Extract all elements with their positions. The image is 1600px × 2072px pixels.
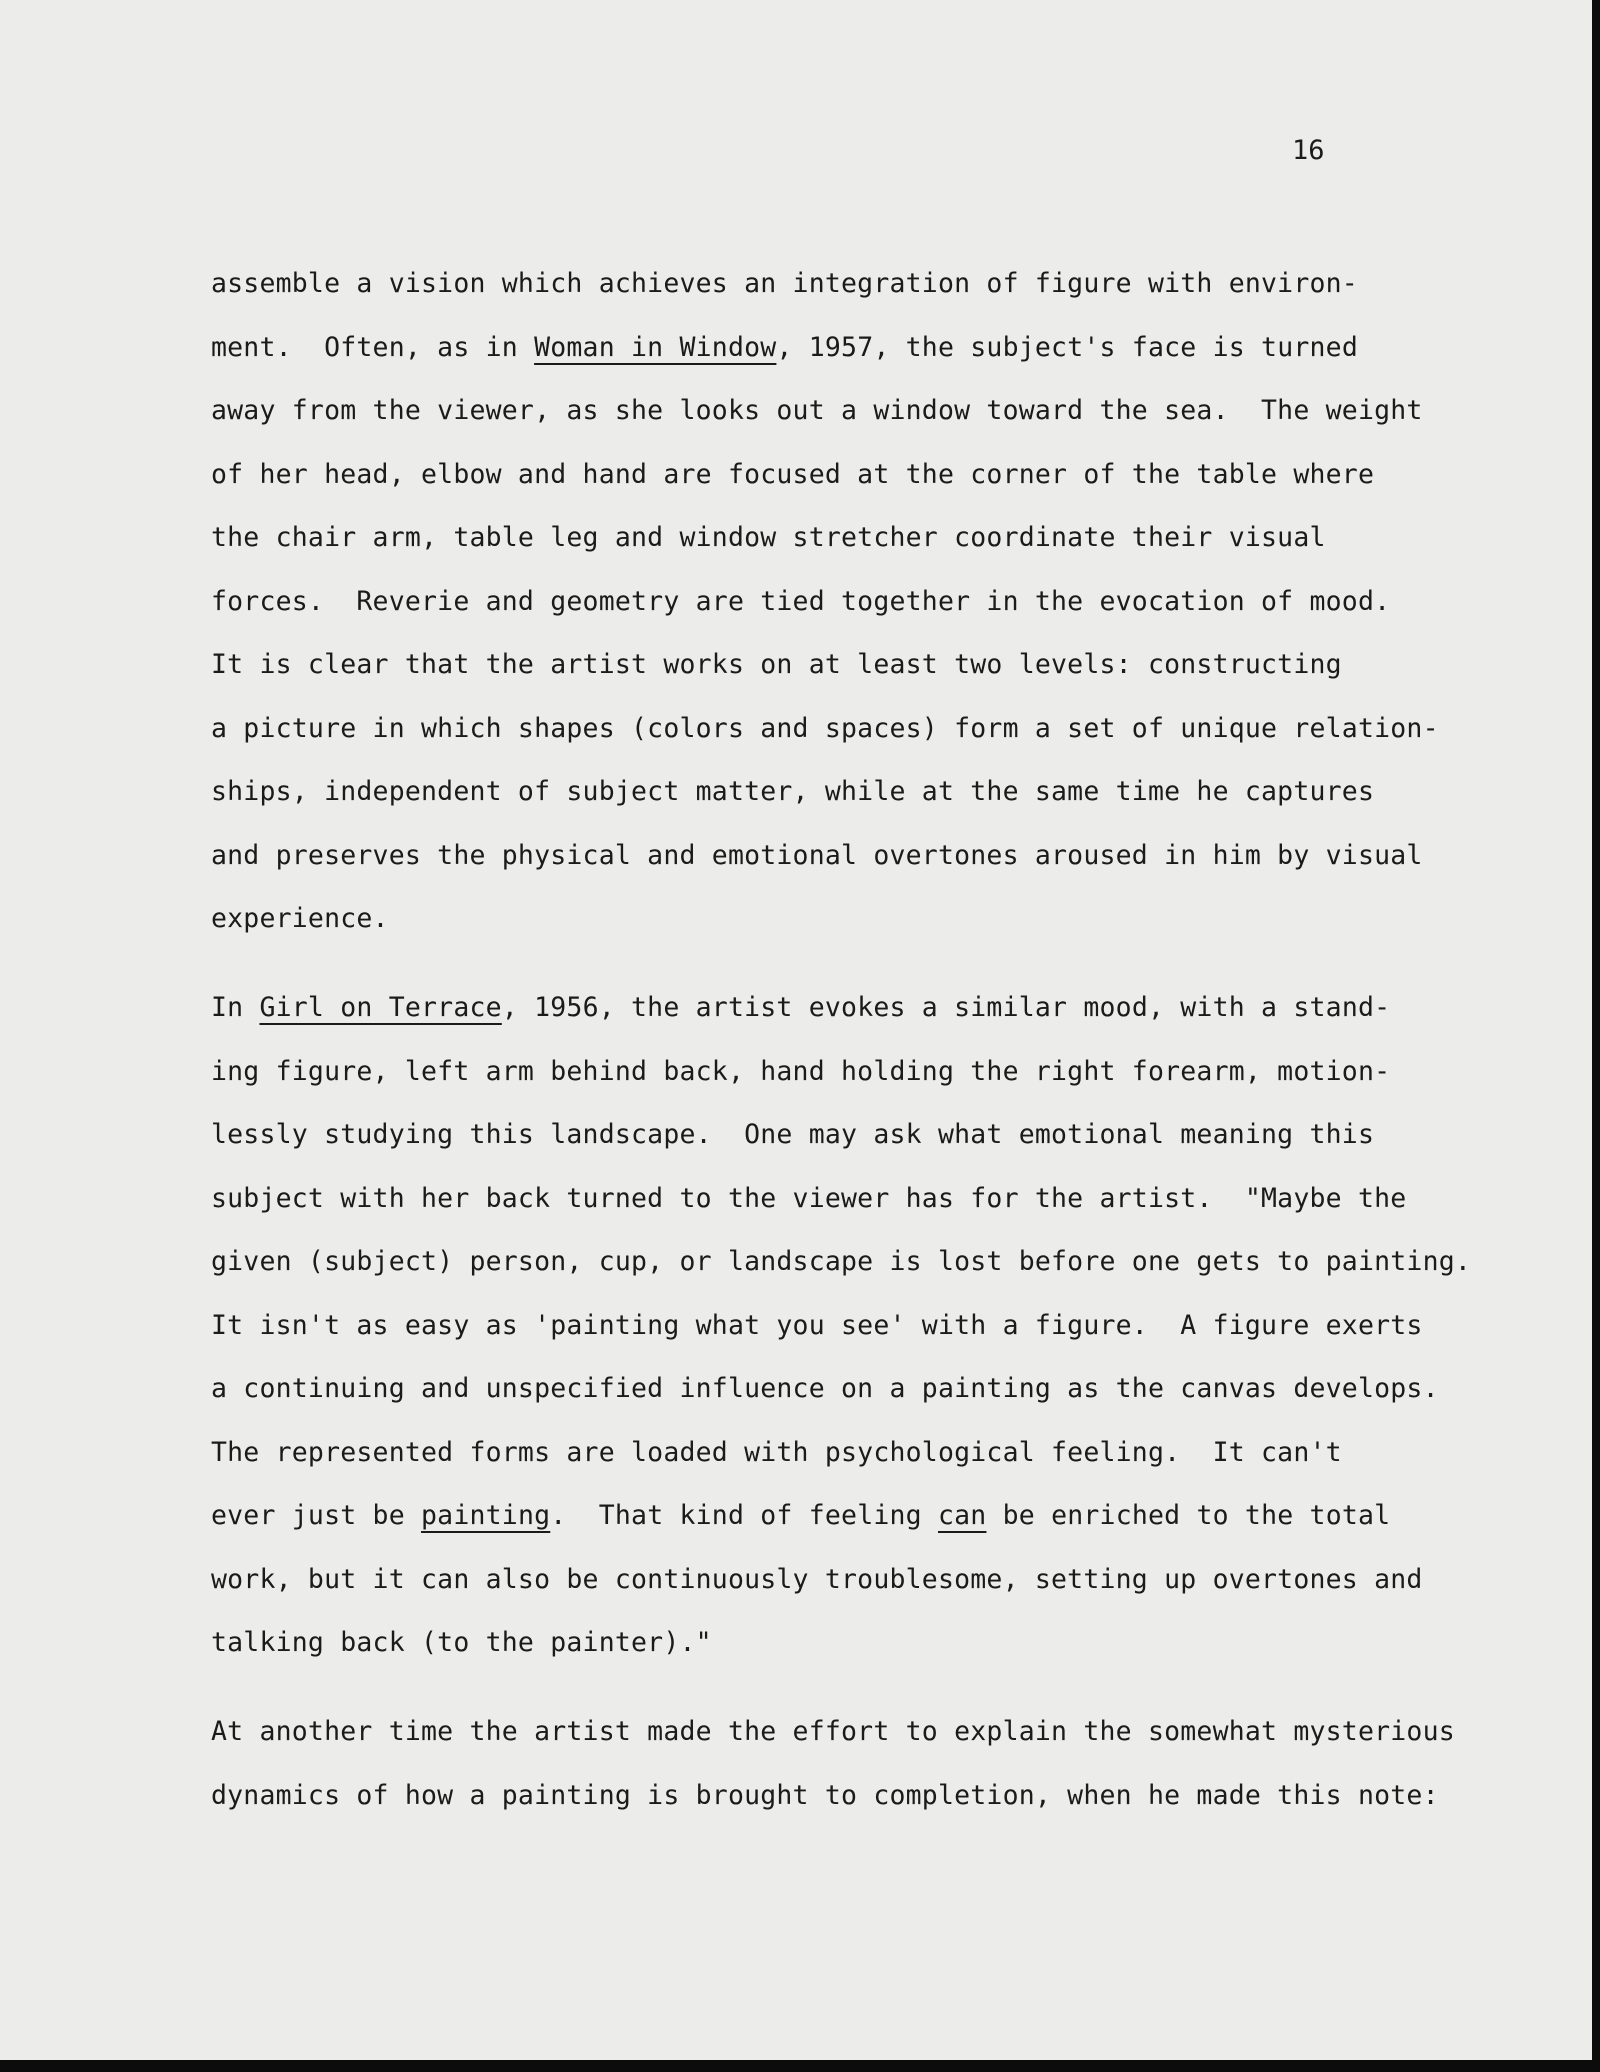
- paragraph-3: [211, 1700, 1541, 1827]
- page-number: 16: [1292, 135, 1325, 166]
- text-line: The represented forms are loaded with psychological feeling. It can't: [211, 1436, 1342, 1468]
- text-line: dynamics of how a painting is brought to completion, when he made this note:: [211, 1779, 1439, 1811]
- emphasis-underline: painting: [421, 1500, 551, 1531]
- artwork-title: Woman in Window: [534, 331, 777, 363]
- text-line: work, but it can also be continuously troublesome, setting up overtones and: [211, 1563, 1423, 1595]
- text-line: a continuing and unspecified influence on a painting as the canvas develops.: [211, 1373, 1439, 1404]
- text-line: forces. Reverie and geometry are tied together in the evocation of mood.: [211, 585, 1391, 617]
- artwork-title: Girl on Terrace: [259, 992, 502, 1023]
- text-line: of her head, elbow and hand are focused at the corner of the table where: [211, 458, 1375, 490]
- text-line: and preserves the physical and emotional overtones aroused in him by visual: [211, 839, 1423, 871]
- text-line: the chair arm, table leg and window stretcher coordinate their visual: [211, 522, 1326, 553]
- emphasis-underline: can: [937, 1500, 987, 1531]
- text-line: It is clear that the artist works on at least two levels: constructing: [211, 649, 1342, 680]
- paragraph-2: [211, 976, 1541, 1675]
- text-line: experience.: [211, 903, 389, 934]
- paragraph-1: [211, 252, 1541, 951]
- text-line: assemble a vision which achieves an integration of figure with environ-: [211, 268, 1358, 299]
- text-line: away from the viewer, as she looks out a window toward the sea. The weight: [211, 395, 1423, 426]
- text-line: ships, independent of subject matter, while at the same time he captures: [211, 776, 1375, 807]
- text-line: talking back (to the painter).": [211, 1627, 712, 1658]
- text-line: lessly studying this landscape. One may ask what emotional meaning this: [211, 1119, 1375, 1150]
- text-line: At another time the artist made the effort to explain the somewhat mysterious: [211, 1716, 1455, 1747]
- text-line: given (subject) person, cup, or landscape is lost before one gets to painting.: [211, 1246, 1472, 1277]
- text-line: ever just be painting. That kind of feeling can be enriched to the total: [211, 1500, 1391, 1531]
- text-line: It isn't as easy as 'painting what you see' with a figure. A figure exerts: [211, 1309, 1423, 1341]
- text-line: subject with her back turned to the viewer has for the artist. "Maybe the: [211, 1182, 1407, 1214]
- text-line: In Girl on Terrace, 1956, the artist evokes a similar mood, with a stand-: [211, 992, 1391, 1023]
- text-line: ment. Often, as in Woman in Window, 1957, the subject's face is turned: [211, 331, 1358, 363]
- text-line: ing figure, left arm behind back, hand holding the right forearm, motion-: [211, 1055, 1391, 1087]
- text-line: a picture in which shapes (colors and spaces) form a set of unique relation-: [211, 712, 1439, 744]
